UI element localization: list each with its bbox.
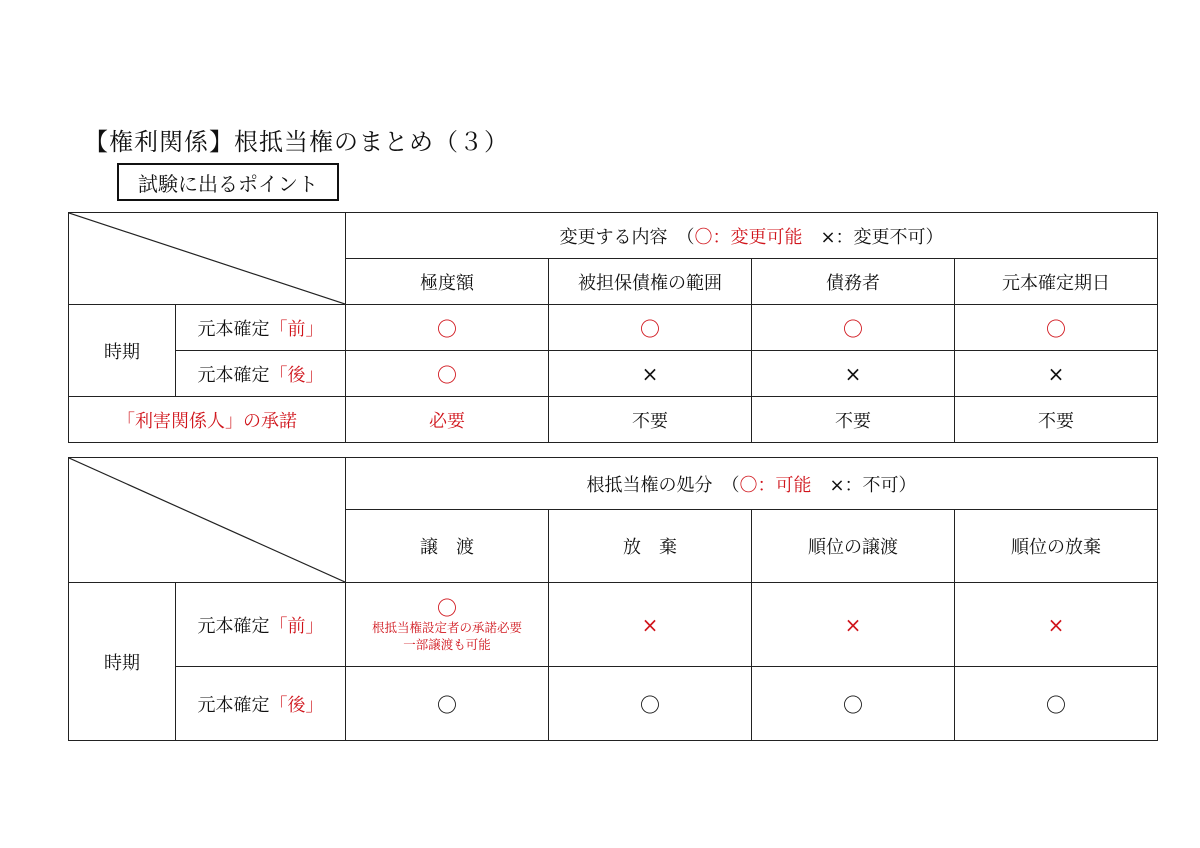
column-header: 順位の譲渡 (752, 510, 955, 583)
consent-cell: 不要 (752, 397, 955, 443)
table2-header (346, 458, 1158, 510)
page-title: 【権利関係】根抵当権のまとめ（３） (84, 128, 509, 156)
table-cell: × (955, 583, 1158, 667)
diagonal-corner-cell (69, 213, 346, 305)
table1-header-prefix: 変更する内容 （ (559, 226, 695, 248)
column-header: 極度額 (346, 259, 549, 305)
period-label: 時期 (69, 305, 176, 397)
column-header: 順位の放棄 (955, 510, 1158, 583)
change-content-table (68, 212, 1158, 443)
table2-header-prefix: 根抵当権の処分 （ (586, 474, 740, 496)
table1-legend-ng: ×：変更不可） (802, 226, 944, 248)
diagonal-line (69, 458, 345, 582)
diagonal-corner-cell (69, 458, 346, 583)
table-cell: 〇 (955, 667, 1158, 741)
row-label-suffix: 「後」 (269, 694, 324, 716)
transfer-note-partial: 一部譲渡も可能 (403, 636, 491, 652)
table-cell: 〇 (346, 667, 549, 741)
row-label-suffix: 「後」 (269, 364, 324, 386)
consent-label: 「利害関係人」の承諾 (69, 397, 346, 443)
column-header: 元本確定期日 (955, 259, 1158, 305)
table-cell: 〇 (346, 305, 549, 351)
table-cell: × (549, 583, 752, 667)
table-cell: 〇 (549, 305, 752, 351)
row-label-prefix: 元本確定 (197, 694, 270, 716)
row-label-prefix: 元本確定 (197, 318, 270, 340)
period-label: 時期 (69, 583, 176, 741)
table-cell: 〇 (752, 305, 955, 351)
column-header: 債務者 (752, 259, 955, 305)
table-cell: 〇 (955, 305, 1158, 351)
table1-header (346, 213, 1158, 259)
disposition-table (68, 457, 1158, 741)
column-header: 譲 渡 (346, 510, 549, 583)
table-cell: 〇 (549, 667, 752, 741)
consent-cell: 不要 (549, 397, 752, 443)
row-label-before (176, 583, 346, 667)
row-label-after (176, 351, 346, 397)
table-cell-mark: 〇 (437, 595, 457, 620)
row-label-prefix: 元本確定 (197, 364, 270, 386)
table2-legend-ng: ×：不可） (811, 474, 917, 496)
row-label-before (176, 305, 346, 351)
table-cell: × (955, 351, 1158, 397)
table2-legend-ok: 〇：可能 (739, 474, 812, 496)
row-label-prefix: 元本確定 (197, 615, 270, 637)
table-cell: 〇 (752, 667, 955, 741)
column-header: 被担保債権の範囲 (549, 259, 752, 305)
row-label-after (176, 667, 346, 741)
table-cell: × (549, 351, 752, 397)
table1-legend-ok: 〇：変更可能 (694, 226, 803, 248)
row-label-suffix: 「前」 (269, 615, 324, 637)
table-cell: × (752, 583, 955, 667)
subtitle-box: 試験に出るポイント (117, 163, 339, 201)
table-cell: 〇 (346, 351, 549, 397)
consent-cell: 不要 (955, 397, 1158, 443)
column-header: 放 棄 (549, 510, 752, 583)
diagonal-line (69, 213, 345, 304)
consent-cell: 必要 (346, 397, 549, 443)
transfer-cell-before (346, 583, 549, 667)
transfer-note-consent: 根抵当権設定者の承諾必要 (371, 619, 522, 635)
row-label-suffix: 「前」 (269, 318, 324, 340)
table-cell: × (752, 351, 955, 397)
